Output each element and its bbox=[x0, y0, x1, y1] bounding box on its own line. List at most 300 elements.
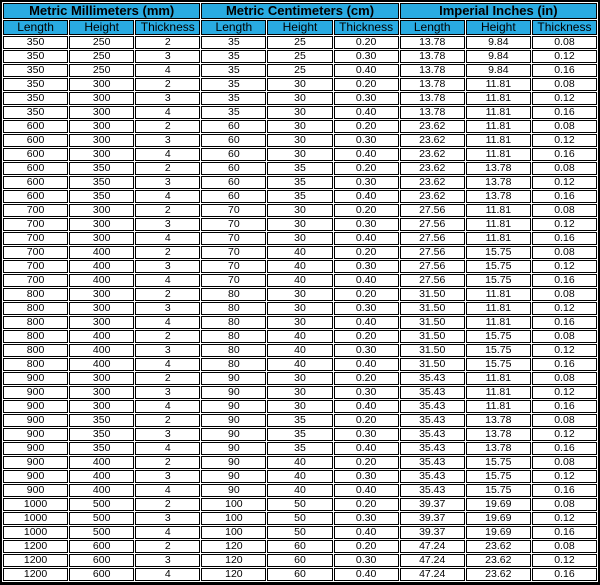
table-cell: 3 bbox=[135, 512, 200, 525]
table-cell: 400 bbox=[69, 246, 134, 259]
table-row bbox=[3, 316, 597, 329]
table-cell: 2 bbox=[135, 162, 200, 175]
table-cell: 120 bbox=[201, 540, 266, 553]
table-cell: 0.20 bbox=[334, 414, 399, 427]
table-cell: 39.37 bbox=[400, 526, 465, 539]
table-cell: 0.12 bbox=[532, 554, 597, 567]
table-cell: 800 bbox=[3, 344, 68, 357]
table-cell: 0.12 bbox=[532, 428, 597, 441]
table-row bbox=[3, 498, 597, 511]
table-cell: 0.30 bbox=[334, 218, 399, 231]
table-cell: 0.40 bbox=[334, 358, 399, 371]
table-cell: 700 bbox=[3, 204, 68, 217]
table-cell: 25 bbox=[267, 36, 332, 49]
table-cell: 0.40 bbox=[334, 274, 399, 287]
table-cell: 35.43 bbox=[400, 372, 465, 385]
table-cell: 2 bbox=[135, 456, 200, 469]
table-cell: 0.08 bbox=[532, 288, 597, 301]
table-cell: 4 bbox=[135, 316, 200, 329]
table-cell: 350 bbox=[3, 92, 68, 105]
table-cell: 90 bbox=[201, 372, 266, 385]
table-cell: 30 bbox=[267, 288, 332, 301]
table-cell: 30 bbox=[267, 232, 332, 245]
table-cell: 2 bbox=[135, 288, 200, 301]
table-cell: 800 bbox=[3, 288, 68, 301]
table-cell: 35.43 bbox=[400, 484, 465, 497]
table-cell: 15.75 bbox=[466, 470, 531, 483]
table-cell: 23.62 bbox=[400, 162, 465, 175]
table-cell: 0.12 bbox=[532, 260, 597, 273]
table-cell: 0.08 bbox=[532, 246, 597, 259]
table-cell: 0.12 bbox=[532, 218, 597, 231]
table-cell: 90 bbox=[201, 484, 266, 497]
table-cell: 0.16 bbox=[532, 484, 597, 497]
column-header-row bbox=[3, 20, 597, 35]
table-cell: 15.75 bbox=[466, 344, 531, 357]
table-cell: 0.16 bbox=[532, 358, 597, 371]
table-cell: 800 bbox=[3, 330, 68, 343]
table-cell: 0.08 bbox=[532, 372, 597, 385]
table-cell: 35 bbox=[267, 190, 332, 203]
table-row bbox=[3, 218, 597, 231]
table-cell: 11.81 bbox=[466, 106, 531, 119]
table-cell: 0.20 bbox=[334, 330, 399, 343]
table-cell: 35 bbox=[267, 442, 332, 455]
table-cell: 15.75 bbox=[466, 484, 531, 497]
table-cell: 0.16 bbox=[532, 190, 597, 203]
table-cell: 300 bbox=[69, 204, 134, 217]
table-cell: 11.81 bbox=[466, 372, 531, 385]
table-cell: 0.30 bbox=[334, 92, 399, 105]
table-cell: 400 bbox=[69, 484, 134, 497]
table-cell: 350 bbox=[69, 176, 134, 189]
table-cell: 0.20 bbox=[334, 540, 399, 553]
table-cell: 80 bbox=[201, 288, 266, 301]
table-cell: 13.78 bbox=[466, 428, 531, 441]
table-row bbox=[3, 204, 597, 217]
table-cell: 600 bbox=[3, 162, 68, 175]
table-cell: 30 bbox=[267, 148, 332, 161]
table-cell: 400 bbox=[69, 456, 134, 469]
table-cell: 0.20 bbox=[334, 78, 399, 91]
table-cell: 4 bbox=[135, 148, 200, 161]
table-cell: 47.24 bbox=[400, 568, 465, 581]
table-row bbox=[3, 36, 597, 49]
table-cell: 27.56 bbox=[400, 260, 465, 273]
table-cell: 13.78 bbox=[400, 36, 465, 49]
table-cell: 40 bbox=[267, 470, 332, 483]
table-row bbox=[3, 106, 597, 119]
table-cell: 23.62 bbox=[466, 568, 531, 581]
table-cell: 13.78 bbox=[466, 442, 531, 455]
table-cell: 0.40 bbox=[334, 526, 399, 539]
table-cell: 300 bbox=[69, 232, 134, 245]
table-cell: 1000 bbox=[3, 526, 68, 539]
table-cell: 9.84 bbox=[466, 64, 531, 77]
table-cell: 900 bbox=[3, 400, 68, 413]
table-cell: 0.12 bbox=[532, 92, 597, 105]
table-cell: 30 bbox=[267, 134, 332, 147]
table-cell: 900 bbox=[3, 442, 68, 455]
table-cell: 0.20 bbox=[334, 288, 399, 301]
table-cell: 90 bbox=[201, 386, 266, 399]
table-cell: 4 bbox=[135, 232, 200, 245]
table-cell: 15.75 bbox=[466, 330, 531, 343]
table-cell: 15.75 bbox=[466, 456, 531, 469]
table-cell: 350 bbox=[69, 162, 134, 175]
table-cell: 300 bbox=[69, 288, 134, 301]
table-row bbox=[3, 330, 597, 343]
table-cell: 300 bbox=[69, 218, 134, 231]
table-cell: 1200 bbox=[3, 540, 68, 553]
table-cell: 0.16 bbox=[532, 568, 597, 581]
table-cell: 40 bbox=[267, 260, 332, 273]
table-cell: 0.30 bbox=[334, 50, 399, 63]
table-cell: 35.43 bbox=[400, 386, 465, 399]
table-cell: 250 bbox=[69, 36, 134, 49]
table-row bbox=[3, 540, 597, 553]
table-cell: 35 bbox=[201, 78, 266, 91]
table-cell: 90 bbox=[201, 428, 266, 441]
column-header-in-height: Height bbox=[466, 20, 531, 35]
table-cell: 23.62 bbox=[400, 190, 465, 203]
table-cell: 80 bbox=[201, 330, 266, 343]
table-cell: 11.81 bbox=[466, 78, 531, 91]
table-cell: 0.16 bbox=[532, 442, 597, 455]
table-cell: 35 bbox=[201, 36, 266, 49]
table-cell: 0.16 bbox=[532, 316, 597, 329]
table-row bbox=[3, 344, 597, 357]
table-cell: 600 bbox=[3, 176, 68, 189]
table-cell: 600 bbox=[69, 554, 134, 567]
table-cell: 35.43 bbox=[400, 428, 465, 441]
table-cell: 700 bbox=[3, 274, 68, 287]
table-cell: 0.08 bbox=[532, 540, 597, 553]
table-cell: 400 bbox=[69, 274, 134, 287]
table-cell: 0.16 bbox=[532, 148, 597, 161]
table-cell: 600 bbox=[3, 134, 68, 147]
table-cell: 60 bbox=[267, 554, 332, 567]
table-cell: 0.12 bbox=[532, 176, 597, 189]
table-cell: 600 bbox=[3, 120, 68, 133]
table-cell: 23.62 bbox=[400, 134, 465, 147]
table-cell: 400 bbox=[69, 260, 134, 273]
table-cell: 0.08 bbox=[532, 414, 597, 427]
table-cell: 0.40 bbox=[334, 400, 399, 413]
table-cell: 15.75 bbox=[466, 358, 531, 371]
table-cell: 60 bbox=[201, 120, 266, 133]
table-cell: 30 bbox=[267, 106, 332, 119]
table-cell: 90 bbox=[201, 456, 266, 469]
table-cell: 11.81 bbox=[466, 288, 531, 301]
table-cell: 0.12 bbox=[532, 386, 597, 399]
table-cell: 0.12 bbox=[532, 134, 597, 147]
table-cell: 40 bbox=[267, 484, 332, 497]
table-cell: 0.40 bbox=[334, 148, 399, 161]
table-cell: 11.81 bbox=[466, 204, 531, 217]
table-cell: 0.40 bbox=[334, 484, 399, 497]
table-cell: 35.43 bbox=[400, 456, 465, 469]
table-row bbox=[3, 484, 597, 497]
table-cell: 35 bbox=[201, 92, 266, 105]
table-cell: 0.12 bbox=[532, 470, 597, 483]
section-header-metric-mm: Metric Millimeters (mm) bbox=[3, 3, 200, 19]
table-cell: 600 bbox=[3, 190, 68, 203]
table-cell: 30 bbox=[267, 302, 332, 315]
table-cell: 3 bbox=[135, 302, 200, 315]
table-cell: 0.30 bbox=[334, 470, 399, 483]
table-cell: 30 bbox=[267, 120, 332, 133]
table-cell: 60 bbox=[201, 148, 266, 161]
table-cell: 11.81 bbox=[466, 232, 531, 245]
table-cell: 13.78 bbox=[466, 162, 531, 175]
table-row bbox=[3, 162, 597, 175]
table-cell: 30 bbox=[267, 92, 332, 105]
table-cell: 350 bbox=[69, 428, 134, 441]
table-row bbox=[3, 456, 597, 469]
table-cell: 15.75 bbox=[466, 246, 531, 259]
table-cell: 700 bbox=[3, 218, 68, 231]
table-cell: 11.81 bbox=[466, 92, 531, 105]
table-cell: 60 bbox=[267, 540, 332, 553]
table-row bbox=[3, 148, 597, 161]
table-cell: 35 bbox=[201, 64, 266, 77]
table-cell: 13.78 bbox=[400, 106, 465, 119]
table-cell: 25 bbox=[267, 50, 332, 63]
table-cell: 31.50 bbox=[400, 288, 465, 301]
table-row bbox=[3, 568, 597, 581]
table-cell: 35.43 bbox=[400, 442, 465, 455]
table-cell: 3 bbox=[135, 92, 200, 105]
table-cell: 4 bbox=[135, 526, 200, 539]
table-cell: 11.81 bbox=[466, 120, 531, 133]
table-cell: 4 bbox=[135, 568, 200, 581]
table-cell: 4 bbox=[135, 358, 200, 371]
table-cell: 0.08 bbox=[532, 330, 597, 343]
table-cell: 3 bbox=[135, 260, 200, 273]
table-cell: 2 bbox=[135, 498, 200, 511]
table-cell: 0.16 bbox=[532, 64, 597, 77]
table-cell: 30 bbox=[267, 204, 332, 217]
table-cell: 15.75 bbox=[466, 274, 531, 287]
table-cell: 700 bbox=[3, 246, 68, 259]
table-cell: 0.08 bbox=[532, 162, 597, 175]
table-cell: 100 bbox=[201, 526, 266, 539]
table-cell: 2 bbox=[135, 36, 200, 49]
table-cell: 60 bbox=[201, 190, 266, 203]
table-cell: 0.30 bbox=[334, 344, 399, 357]
table-cell: 23.62 bbox=[400, 148, 465, 161]
table-cell: 30 bbox=[267, 218, 332, 231]
table-cell: 4 bbox=[135, 442, 200, 455]
table-cell: 31.50 bbox=[400, 344, 465, 357]
table-cell: 70 bbox=[201, 246, 266, 259]
section-header-metric-cm: Metric Centimeters (cm) bbox=[201, 3, 398, 19]
table-cell: 35 bbox=[267, 162, 332, 175]
table-cell: 19.69 bbox=[466, 526, 531, 539]
table-cell: 600 bbox=[69, 540, 134, 553]
table-cell: 31.50 bbox=[400, 302, 465, 315]
table-cell: 27.56 bbox=[400, 246, 465, 259]
table-cell: 250 bbox=[69, 64, 134, 77]
table-cell: 900 bbox=[3, 470, 68, 483]
table-cell: 60 bbox=[201, 162, 266, 175]
table-cell: 23.62 bbox=[400, 120, 465, 133]
table-cell: 35 bbox=[201, 50, 266, 63]
table-cell: 300 bbox=[69, 120, 134, 133]
table-cell: 23.62 bbox=[466, 554, 531, 567]
table-cell: 1000 bbox=[3, 498, 68, 511]
table-cell: 39.37 bbox=[400, 498, 465, 511]
table-cell: 80 bbox=[201, 302, 266, 315]
table-cell: 600 bbox=[3, 148, 68, 161]
table-cell: 13.78 bbox=[400, 78, 465, 91]
table-row bbox=[3, 428, 597, 441]
table-cell: 40 bbox=[267, 456, 332, 469]
table-cell: 350 bbox=[69, 442, 134, 455]
table-cell: 80 bbox=[201, 344, 266, 357]
table-cell: 31.50 bbox=[400, 358, 465, 371]
table-cell: 300 bbox=[69, 302, 134, 315]
table-cell: 0.30 bbox=[334, 512, 399, 525]
table-row bbox=[3, 288, 597, 301]
table-row bbox=[3, 92, 597, 105]
table-cell: 40 bbox=[267, 246, 332, 259]
table-cell: 35 bbox=[267, 176, 332, 189]
table-cell: 2 bbox=[135, 372, 200, 385]
table-cell: 40 bbox=[267, 274, 332, 287]
column-header-mm-thickness: Thickness bbox=[135, 20, 200, 35]
table-cell: 900 bbox=[3, 414, 68, 427]
table-row bbox=[3, 134, 597, 147]
table-row bbox=[3, 190, 597, 203]
table-row bbox=[3, 470, 597, 483]
column-header-in-length: Length bbox=[400, 20, 465, 35]
table-cell: 0.40 bbox=[334, 106, 399, 119]
table-row bbox=[3, 274, 597, 287]
table-cell: 4 bbox=[135, 484, 200, 497]
table-row bbox=[3, 246, 597, 259]
table-cell: 700 bbox=[3, 260, 68, 273]
table-cell: 0.08 bbox=[532, 78, 597, 91]
column-header-cm-height: Height bbox=[267, 20, 332, 35]
table-cell: 0.08 bbox=[532, 456, 597, 469]
table-row bbox=[3, 400, 597, 413]
table-cell: 31.50 bbox=[400, 316, 465, 329]
table-cell: 1200 bbox=[3, 568, 68, 581]
table-cell: 0.30 bbox=[334, 386, 399, 399]
table-cell: 60 bbox=[201, 176, 266, 189]
table-cell: 13.78 bbox=[400, 64, 465, 77]
table-cell: 11.81 bbox=[466, 400, 531, 413]
table-cell: 500 bbox=[69, 526, 134, 539]
table-cell: 0.20 bbox=[334, 246, 399, 259]
table-cell: 900 bbox=[3, 484, 68, 497]
table-cell: 80 bbox=[201, 358, 266, 371]
table-cell: 13.78 bbox=[400, 92, 465, 105]
table-cell: 35 bbox=[201, 106, 266, 119]
table-cell: 400 bbox=[69, 358, 134, 371]
table-cell: 3 bbox=[135, 428, 200, 441]
table-cell: 19.69 bbox=[466, 498, 531, 511]
table-cell: 70 bbox=[201, 204, 266, 217]
table-cell: 0.08 bbox=[532, 36, 597, 49]
table-cell: 100 bbox=[201, 512, 266, 525]
table-cell: 900 bbox=[3, 456, 68, 469]
column-header-mm-height: Height bbox=[69, 20, 134, 35]
table-row bbox=[3, 302, 597, 315]
table-row bbox=[3, 120, 597, 133]
table-cell: 0.40 bbox=[334, 316, 399, 329]
table-cell: 0.40 bbox=[334, 442, 399, 455]
table-cell: 3 bbox=[135, 50, 200, 63]
table-cell: 27.56 bbox=[400, 232, 465, 245]
table-cell: 2 bbox=[135, 204, 200, 217]
table-cell: 300 bbox=[69, 148, 134, 161]
table-cell: 0.20 bbox=[334, 498, 399, 511]
table-cell: 350 bbox=[3, 78, 68, 91]
table-cell: 800 bbox=[3, 302, 68, 315]
table-cell: 70 bbox=[201, 218, 266, 231]
table-cell: 0.30 bbox=[334, 428, 399, 441]
table-cell: 39.37 bbox=[400, 512, 465, 525]
table-cell: 3 bbox=[135, 176, 200, 189]
table-cell: 11.81 bbox=[466, 316, 531, 329]
table-cell: 15.75 bbox=[466, 260, 531, 273]
table-cell: 350 bbox=[3, 106, 68, 119]
table-cell: 11.81 bbox=[466, 134, 531, 147]
table-cell: 27.56 bbox=[400, 274, 465, 287]
table-cell: 70 bbox=[201, 232, 266, 245]
table-cell: 0.16 bbox=[532, 400, 597, 413]
table-cell: 30 bbox=[267, 372, 332, 385]
table-cell: 2 bbox=[135, 540, 200, 553]
table-cell: 1000 bbox=[3, 512, 68, 525]
table-cell: 3 bbox=[135, 386, 200, 399]
table-cell: 0.20 bbox=[334, 372, 399, 385]
table-row bbox=[3, 176, 597, 189]
table-cell: 600 bbox=[69, 568, 134, 581]
table-cell: 40 bbox=[267, 344, 332, 357]
table-cell: 800 bbox=[3, 358, 68, 371]
table-cell: 9.84 bbox=[466, 36, 531, 49]
table-cell: 0.20 bbox=[334, 36, 399, 49]
table-cell: 0.08 bbox=[532, 498, 597, 511]
table-cell: 19.69 bbox=[466, 512, 531, 525]
table-cell: 0.16 bbox=[532, 232, 597, 245]
table-cell: 35.43 bbox=[400, 470, 465, 483]
table-cell: 300 bbox=[69, 92, 134, 105]
table-cell: 120 bbox=[201, 568, 266, 581]
table-cell: 500 bbox=[69, 512, 134, 525]
table-cell: 100 bbox=[201, 498, 266, 511]
table-cell: 40 bbox=[267, 358, 332, 371]
table-cell: 35 bbox=[267, 414, 332, 427]
table-cell: 13.78 bbox=[400, 50, 465, 63]
table-cell: 27.56 bbox=[400, 204, 465, 217]
table-cell: 300 bbox=[69, 372, 134, 385]
table-cell: 90 bbox=[201, 400, 266, 413]
table-cell: 0.16 bbox=[532, 274, 597, 287]
table-cell: 2 bbox=[135, 414, 200, 427]
table-body bbox=[3, 36, 597, 581]
table-cell: 350 bbox=[69, 414, 134, 427]
table-cell: 50 bbox=[267, 526, 332, 539]
table-cell: 70 bbox=[201, 274, 266, 287]
table-cell: 4 bbox=[135, 106, 200, 119]
column-header-in-thickness: Thickness bbox=[532, 20, 597, 35]
table-cell: 800 bbox=[3, 316, 68, 329]
